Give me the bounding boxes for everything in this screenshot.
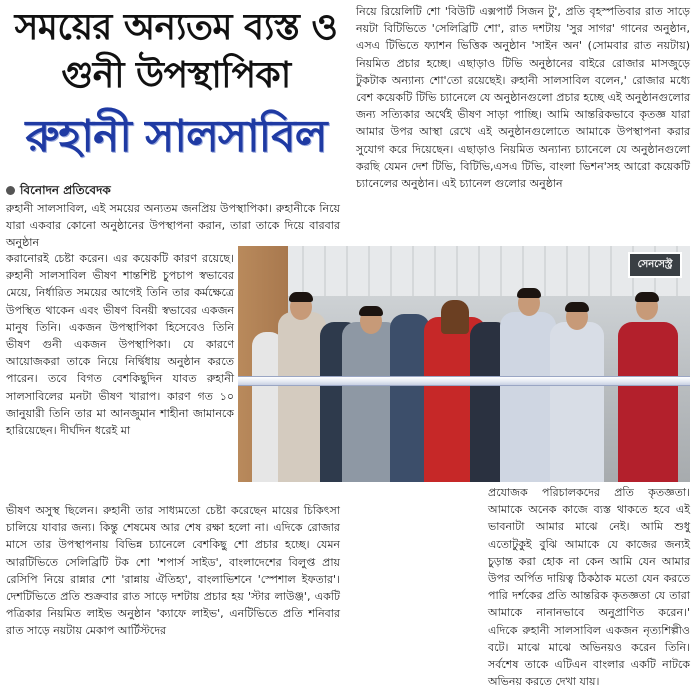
event-photo [238, 246, 690, 482]
byline-text: বিনোদন প্রতিবেদক [20, 183, 111, 197]
paragraph-right-bottom: প্রযোজক পরিচালকদের প্রতি কৃতজ্ঞতা। আমাকে অনেক কাজে ব্যস্ত থাকতে হবে এই ভাবনাটা আমার মাঝে নেই। আমি শুধু এতোটুকুই বুঝি আমাকে যে কাজের জন্যই চুড়ান্ত করা হোক না কেন আমি যেন আমার উপর অর্পিত দায়িত্ব ঠিকঠাক মতো যেন করতে পারি দর্শকের প্রতি আন্তরিক কৃতজ্ঞতা যে তারা আমাকে নানানভাবে অনুপ্রাণিত করেন।' এদিকে রুহানী সালসাবিল একজন নৃত্যশিল্পীও বটে। মাঝে মাঝে অভিনয়ও করেন তিনি। সর্বশেষ তাকে এটিএন বাংলার একটি নাটকে অভিনয় করতে দেখা যায়। [488, 486, 690, 689]
paragraph-left-top: রুহানী সালসাবিল, এই সময়ের অন্যতম জনপ্রিয় উপস্থাপিকা। রুহানীকে নিয়ে যারা একবার কোনো অনুষ্ঠানের উপস্থাপনা করান, তারা তাকে দিয়ে বারবার অনুষ্ঠান [6, 202, 340, 250]
paragraph-left-mid: করানোরই চেষ্টা করেন। এর কয়েকটি কারণ রয়েছে। রুহানী সালসাবিল ভীষণ শান্তশিষ্ট চুপচাপ স্বভাবের মেয়ে, নির্ধারিত সময়ের আগেই তিনি তার কর্মক্ষেত্রে উপস্থিত থাকেন এবং ভীষণ বিনয়ী স্বভাবের একজন মানুষ তিনি। একজন উপস্থাপিকা হিসেবেও তিনি ভীষণ গুনী একজন উপস্থাপিকা। যে কারণে আয়োজকরা তাকে নিয়ে নির্দ্বিধায় অনুষ্ঠান করতে পারেন। তবে বিগত বেশকিছুদিন যাবত রুহানী সালসাবিলের মনটা ভীষণ খারাপ। কারণ গত ১০ জানুয়ারী তিনি তার মা আনজুমান শাহীনা জামানকে হারিয়েছেন। দীর্ঘদিন ধরেই মা [6, 252, 234, 438]
headline: সময়ের অন্যতম ব্যস্ত ও গুনী উপস্থাপিকা [14, 7, 338, 96]
hair-4 [359, 306, 383, 316]
hair-2 [289, 292, 313, 302]
person-2 [278, 312, 326, 482]
paragraph-left-bottom: ভীষণ অসুস্থ ছিলেন। রুহানী তার সাধ্যমতো চেষ্টা করেছেন মায়ের চিকিৎসা চালিয়ে যাবার জন্য। কিন্তু শেষমেষ আর শেষ রক্ষা হলো না। এদিকে রোজার মাসে তার উপস্থাপনায় বিভিন্ন চ্যানেলে বেশকিছু শো প্রচার হচ্ছে। যেমন আরটিভিতে সেলিব্রিটি টক শো 'শপার্স সাইড', বাংলাদেশের বিলুপ্ত প্রায় রেসিপি নিয়ে রান্নার শো 'রান্নায় ঐতিহ্য', বাংলাভিশনে 'স্পেশাল ইফতার'। দেশটিভিতে প্রতি শুক্রবার রাত সাড়ে দশটায় প্রচার হয় 'স্টার লাউঞ্জ', একটি পত্রিকার নিয়মিত লাইভ অনুষ্ঠান 'ক্যাফে লাইভ', এনটিভিতে প্রতি শনিবার রাত সাড়ে নয়টায় মেকাপ আর্টিস্টদের [6, 504, 340, 638]
subheadline: রুহানী সালসাবিল [25, 111, 327, 162]
ribbon [238, 376, 690, 386]
person-9 [550, 322, 604, 482]
store-sign: সেনসেস্ট্র [628, 252, 682, 278]
photo-ceiling [238, 246, 690, 296]
hair-6 [441, 300, 469, 334]
hair-9 [565, 302, 589, 312]
paragraph-right-top: নিয়ে রিয়েলিটি শো 'বিউটি এক্সপার্ট সিজন টু', প্রতি বৃহস্পতিবার রাত সাড়ে নয়টা বিটিভিতে 'সেলিব্রিটি শো', রাত দশটায় 'সুর সাগর' গানের অনুষ্ঠান, এসএ টিভিতে ফ্যাশন ভিত্তিক অনুষ্ঠান 'সাইন অন' (সোমবার রাত নয়টায়) নিয়মিত প্রচার হচ্ছে। এছাড়াও টিভি অনুষ্ঠানের বাইরে রোজার মাসজুড়ে টুকটাক অন্যান্য শো'তো রয়েছেই। রুহানী সালসাবিল বলেন,' রোজার মধ্যে বেশ কয়েকটি টিভি চ্যানেলে যে অনুষ্ঠানগুলো প্রচার হচ্ছে এই অনুষ্ঠানগুলোর জন্য সত্যিকার অর্থেই ভীষণ সাড়া পাচ্ছি। আমি আন্তরিকভাবে কৃতজ্ঞ যারা আমার উপর আস্থা রেখে এই অনুষ্ঠানগুলোতে আমাকে উপস্থাপনা করার সুযোগ করে দিয়েছেন। এছাড়াও নিয়মিত অন্যান্য চ্যানেলে যে অনুষ্ঠানগুলো করছি যেমন দেশ টিভি, বিটিভি,এসএ টিভি, বাংলা ভিশন'সহ আরো কয়েকটি চ্যানেলের অনুষ্ঠান। এই চ্যানেল গুলোর অনুষ্ঠান [356, 5, 690, 191]
person-8 [500, 312, 556, 482]
person-10 [618, 322, 678, 482]
byline [6, 182, 346, 199]
hair-8 [517, 288, 541, 298]
bullet-icon [6, 186, 15, 195]
hair-10 [635, 292, 659, 302]
